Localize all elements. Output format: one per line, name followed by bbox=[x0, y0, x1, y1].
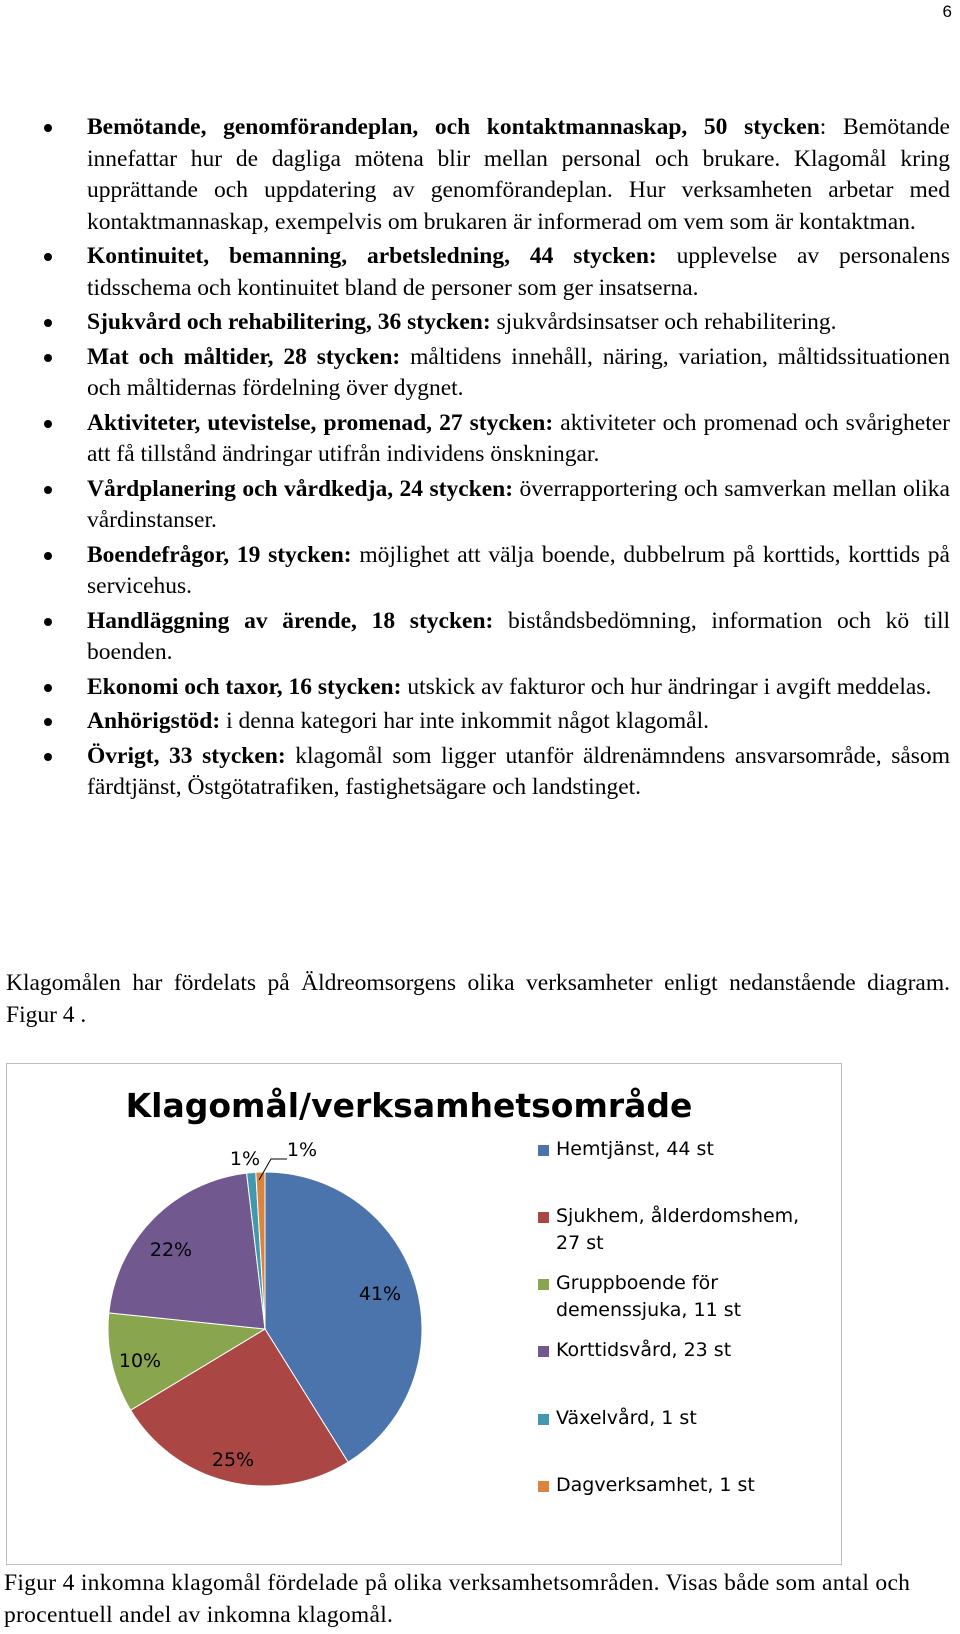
bullet-heading: Sjukvård och rehabilitering, 36 stycken: bbox=[87, 309, 491, 335]
page-number: 6 bbox=[942, 2, 952, 21]
bullet-heading: Anhörigstöd: bbox=[87, 708, 221, 734]
bullet-item bbox=[40, 706, 950, 738]
bullet-text: klagomål som ligger utanför äldrenämndens ansvarsområde, såsom färdtjänst, Östgötatrafiken, fastighetsägare och landstinget. bbox=[87, 742, 950, 800]
bullet-text: måltidens innehåll, näring, variation, måltidssituationen och måltidernas fördelning över dygnet. bbox=[87, 343, 950, 401]
legend-swatch bbox=[538, 1346, 549, 1357]
bullet-dot-icon bbox=[44, 753, 52, 761]
pie-chart-frame bbox=[6, 1063, 842, 1565]
bullet-item bbox=[40, 408, 950, 471]
legend-swatch bbox=[538, 1145, 549, 1156]
pie-chart bbox=[7, 1064, 840, 1563]
bullet-text: i denna kategori har inte inkommit något klagomål. bbox=[220, 708, 709, 734]
bullet-heading: Kontinuitet, bemanning, arbetsledning, 44 stycken: bbox=[87, 243, 657, 269]
bullet-item bbox=[40, 672, 950, 704]
slice-percent-label: 25% bbox=[211, 1449, 255, 1471]
bullet-dot-icon bbox=[44, 354, 52, 362]
legend-label: Korttidsvård, 23 st bbox=[556, 1339, 732, 1361]
bullet-text: : Bemötande innefattar hur de dagliga mötena blir mellan personal och brukare. Klagomål kring upprättande och uppdatering av genomförandeplan. Hur verksamheten arbetar med kontaktmannaskap, exempelvis om brukaren är informerad om vem som är kontaktman. bbox=[87, 114, 950, 235]
legend-label: Växelvård, 1 st bbox=[556, 1407, 697, 1429]
bullet-dot-icon bbox=[44, 486, 52, 494]
legend-label: Dagverksamhet, 1 st bbox=[556, 1474, 755, 1496]
bullet-item bbox=[40, 342, 950, 405]
bullet-heading: Aktiviteter, utevistelse, promenad, 27 stycken: bbox=[87, 409, 554, 436]
legend-label: demenssjuka, 11 st bbox=[556, 1299, 742, 1321]
slice-percent-label: 1% bbox=[286, 1139, 318, 1161]
legend-swatch bbox=[538, 1481, 549, 1492]
bullet-text: sjukvårdsinsatser och rehabilitering. bbox=[490, 309, 837, 335]
slice-percent-label: 22% bbox=[149, 1239, 193, 1261]
legend-swatch bbox=[538, 1279, 549, 1290]
legend-label: Gruppboende för bbox=[556, 1272, 719, 1294]
intro-paragraph: Klagomålen har fördelats på Äldreomsorgens olika verksamheter enligt nedanstående diagram. Figur 4 . bbox=[6, 970, 950, 1028]
legend-swatch bbox=[538, 1212, 549, 1223]
legend-label: Sjukhem, ålderdomshem, bbox=[556, 1205, 800, 1227]
bullet-text: biståndsbedömning, information och kö till boenden. bbox=[87, 607, 951, 665]
bullet-dot-icon bbox=[44, 552, 52, 560]
bullet-heading: Handläggning av ärende, 18 stycken: bbox=[87, 607, 494, 634]
legend-swatch bbox=[538, 1414, 549, 1425]
bullet-text: möjlighet att välja boende, dubbelrum på korttids, korttids på servicehus. bbox=[87, 541, 950, 599]
legend-label: 27 st bbox=[556, 1232, 604, 1254]
bullet-dot-icon bbox=[44, 253, 52, 261]
bullet-item bbox=[40, 307, 950, 339]
bullet-item bbox=[40, 741, 950, 804]
bullet-dot-icon bbox=[44, 420, 52, 428]
slice-percent-label: 1% bbox=[229, 1148, 261, 1170]
bullet-dot-icon bbox=[44, 124, 52, 132]
slice-percent-label: 10% bbox=[118, 1350, 162, 1372]
bullet-heading: Bemötande, genomförandeplan, och kontaktmannaskap, 50 stycken bbox=[87, 114, 820, 140]
bullet-text: upplevelse av personalens tidsschema och kontinuitet bland de personer som ger insatserna. bbox=[87, 243, 950, 301]
bullet-item bbox=[40, 474, 950, 537]
legend-label: Hemtjänst, 44 st bbox=[556, 1138, 714, 1160]
bullet-text: överrapportering och samverkan mellan olika vårdinstanser. bbox=[87, 475, 950, 533]
bullet-item bbox=[40, 241, 950, 304]
bullet-dot-icon bbox=[44, 618, 52, 626]
bullet-dot-icon bbox=[44, 718, 52, 726]
bullet-item bbox=[40, 540, 950, 603]
bullet-text: utskick av fakturor och hur ändringar i avgift meddelas. bbox=[401, 673, 932, 700]
complaint-category-list bbox=[40, 112, 950, 807]
bullet-dot-icon bbox=[44, 319, 52, 327]
bullet-heading: Mat och måltider, 28 stycken: bbox=[87, 343, 401, 370]
bullet-item bbox=[40, 606, 950, 669]
slice-percent-label: 41% bbox=[358, 1283, 402, 1305]
bullet-heading: Vårdplanering och vårdkedja, 24 stycken: bbox=[87, 475, 514, 502]
bullet-heading: Övrigt, 33 stycken: bbox=[87, 742, 286, 769]
bullet-text: aktiviteter och promenad och svårigheter att få tillstånd ändringar utifrån individens önskningar. bbox=[87, 409, 950, 467]
bullet-heading: Boendefrågor, 19 stycken: bbox=[87, 541, 352, 568]
bullet-heading: Ekonomi och taxor, 16 stycken: bbox=[87, 673, 402, 700]
chart-title: Klagomål/verksamhetsområde bbox=[125, 1086, 693, 1125]
figure-caption: Figur 4 inkomna klagomål fördelade på olika verksamhetsområden. Visas både som antal och procentuell andel av inkomna klagomål. bbox=[4, 1570, 911, 1628]
bullet-dot-icon bbox=[44, 684, 52, 692]
bullet-item bbox=[40, 112, 950, 238]
